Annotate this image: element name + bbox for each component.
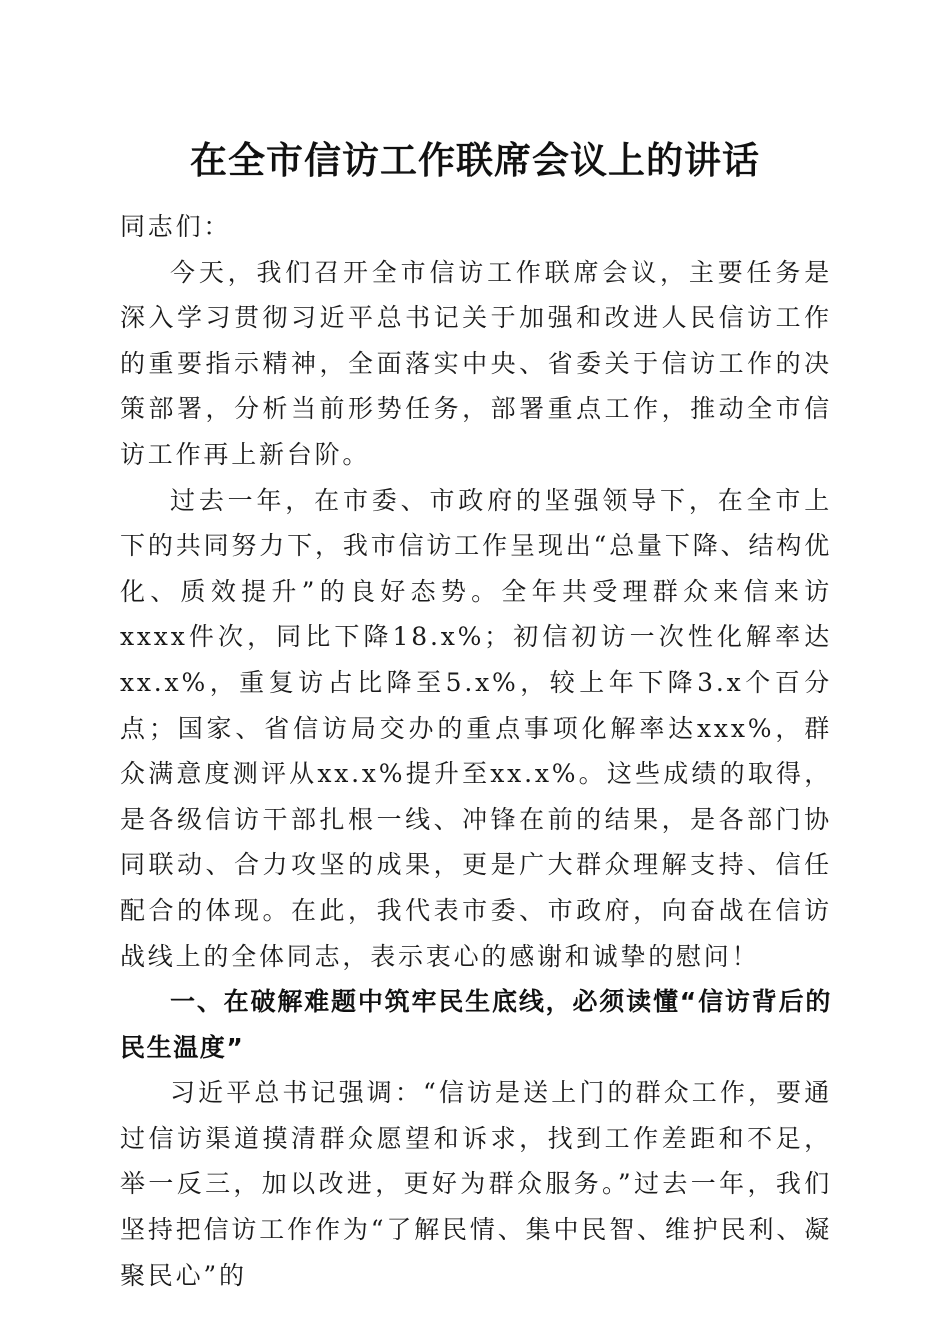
paragraph-section-1: 习近平总书记强调：“信访是送上门的群众工作，要通过信访渠道摸清群众愿望和诉求，找到工作差距和不足，举一反三，加以改进，更好为群众服务。”过去一年，我们坚持把信访工作作为“了解民情、集中民智、维护民利、凝聚民心”的: [120, 1078, 832, 1290]
paragraph-achievements: 过去一年，在市委、市政府的坚强领导下，在全市上下的共同努力下，我市信访工作呈现出“总量下降、结构优化、质效提升”的良好态势。全年共受理群众来信来访xxxx件次，同比下降18.x%；初信初访一次性化解率达xx.x%，重复访占比降至5.x%，较上年下降3.x个百分点；国家、省信访局交办的重点事项化解率达xxx%，群众满意度测评从xx.x%提升至xx.x%。这些成绩的取得，是各级信访干部扎根一线、冲锋在前的结果，是各部门协同联动、合力攻坚的成果，更是广大群众理解支持、信任配合的体现。在此，我代表市委、市政府，向奋战在信访战线上的全体同志，表示衷心的感谢和诚挚的慰问！: [120, 485, 832, 971]
document-title: 在全市信访工作联席会议上的讲话: [190, 138, 760, 182]
salutation: 同志们：: [120, 212, 232, 241]
document-body: [120, 204, 832, 1298]
section-heading-1: 一、在破解难题中筑牢民生底线，必须读懂“信访背后的民生温度”: [120, 987, 832, 1062]
paragraph-intro: 今天，我们召开全市信访工作联席会议，主要任务是深入学习贯彻习近平总书记关于加强和改进人民信访工作的重要指示精神，全面落实中央、省委关于信访工作的决策部署，分析当前形势任务，部署重点工作，推动全市信访工作再上新台阶。: [120, 257, 832, 469]
